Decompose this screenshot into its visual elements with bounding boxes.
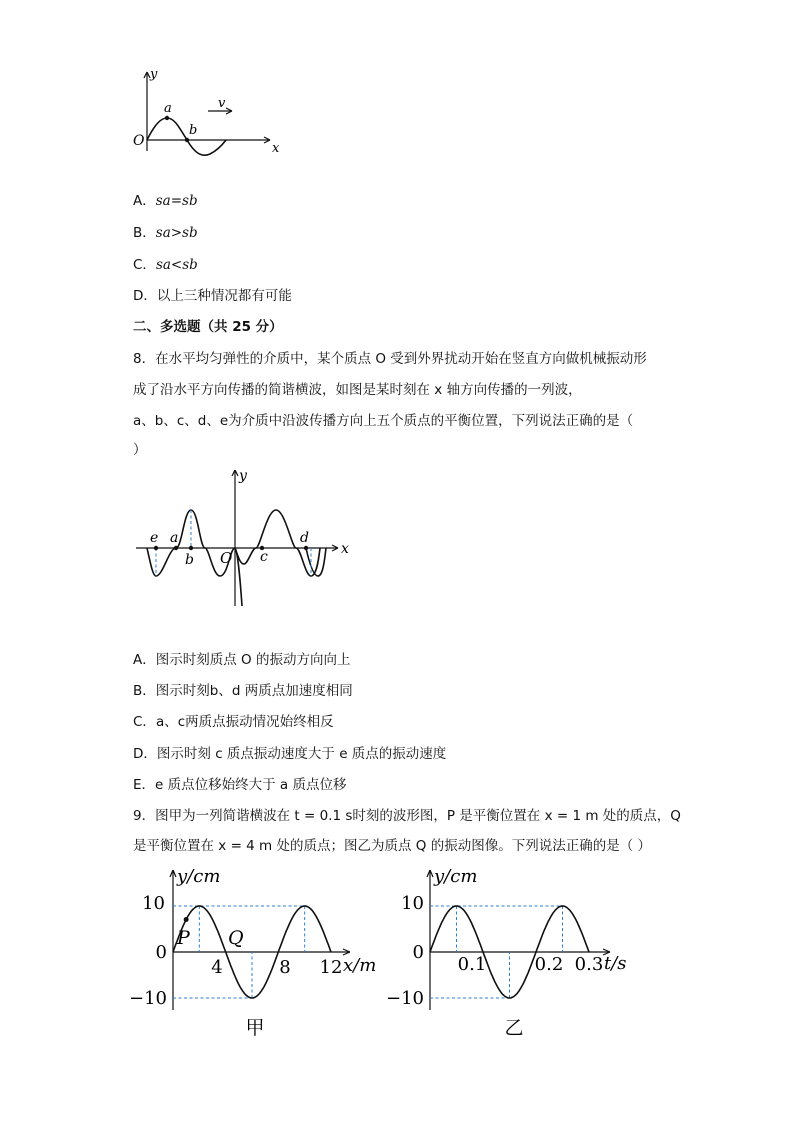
y-tick-0: 0 (412, 942, 424, 963)
x-label: x (272, 141, 280, 156)
q8-option-d[interactable]: D．图示时刻 c 质点振动速度大于 e 质点的振动速度 (133, 746, 447, 762)
q7-option-c[interactable]: C．sa<sb (133, 257, 198, 273)
label-P: P (177, 927, 190, 949)
q7-wave-figure (130, 66, 290, 156)
point-P (184, 917, 189, 922)
origin-label: O (133, 133, 145, 149)
x-label: x (341, 541, 349, 557)
origin-label: O (220, 549, 233, 567)
q8-stem-line4: ） (133, 442, 147, 458)
x-tick-0.2: 0.2 (534, 954, 564, 975)
point-e (154, 546, 158, 550)
q8-option-e[interactable]: E．e 质点位移始终大于 a 质点位移 (133, 777, 347, 793)
velocity-label: v (218, 96, 226, 111)
q8-stem-line3: a、b、c、d、e为介质中沿波传播方向上五个质点的平衡位置，下列说法正确的是（ (133, 413, 634, 429)
x-axis-label: t/s (604, 953, 627, 974)
point-b (189, 546, 193, 550)
label-d: d (300, 530, 309, 546)
q7-option-b[interactable]: B．sa>sb (133, 225, 198, 241)
wave-curve (147, 118, 226, 155)
y-tick-10: 10 (401, 893, 424, 914)
q8-wave-figure (134, 464, 364, 614)
point-b (185, 138, 189, 142)
y-label: y (150, 67, 158, 82)
label-b: b (185, 552, 194, 568)
y-axis-label: y/cm (434, 866, 478, 887)
x-tick-0.3: 0.3 (574, 954, 604, 975)
x-tick-4: 4 (211, 957, 223, 978)
point-a (174, 546, 178, 550)
q7-option-d[interactable]: D．以上三种情况都有可能 (133, 288, 292, 304)
label-e: e (150, 530, 159, 546)
y-tick-neg10: −10 (129, 988, 167, 1009)
q8-option-c[interactable]: C．a、c两质点振动情况始终相反 (133, 714, 334, 730)
x-tick-12: 12 (319, 957, 343, 978)
y-tick-neg10: −10 (386, 988, 424, 1009)
x-tick-0.1: 0.1 (457, 954, 487, 975)
y-axis-label: y/cm (177, 866, 221, 887)
point-d (304, 546, 308, 550)
x-tick-8: 8 (279, 957, 291, 978)
label-c: c (260, 549, 268, 565)
y-label: y (239, 468, 247, 484)
q8-option-b[interactable]: B．图示时刻b、d 两质点加速度相同 (133, 683, 353, 699)
q7-option-a[interactable]: A．sa=sb (133, 193, 198, 209)
q8-option-a[interactable]: A．图示时刻质点 O 的振动方向向上 (133, 652, 351, 668)
chart-title-yi: 乙 (504, 1017, 524, 1039)
q8-stem-line2: 成了沿水平方向传播的简谐横波，如图是某时刻在 x 轴方向传播的一列波， (133, 382, 582, 398)
chart-title-jia: 甲 (245, 1017, 265, 1039)
label-a: a (170, 530, 179, 546)
label-a: a (164, 101, 172, 116)
section-title: 二、多选题（共 25 分） (133, 319, 283, 335)
q9-stem-line1: 9．图甲为一列简谐横波在 t = 0.1 s时刻的波形图，P 是平衡位置在 x = 1 m 处的质点，Q (133, 808, 681, 824)
x-axis-label: x/m (343, 955, 377, 976)
label-Q: Q (228, 927, 244, 949)
y-tick-10: 10 (142, 893, 165, 914)
point-a (165, 116, 169, 120)
chart-jia (129, 860, 385, 1040)
chart-yi (386, 860, 642, 1040)
q9-stem-line2: 是平衡位置在 x = 4 m 处的质点；图乙为质点 Q 的振动图像。下列说法正确的是（ ） (133, 838, 651, 854)
y-tick-0: 0 (155, 942, 167, 963)
label-b: b (189, 123, 198, 138)
q8-stem-line1: 8．在水平均匀弹性的介质中，某个质点 O 受到外界扰动开始在竖直方向做机械振动形 (133, 351, 647, 367)
